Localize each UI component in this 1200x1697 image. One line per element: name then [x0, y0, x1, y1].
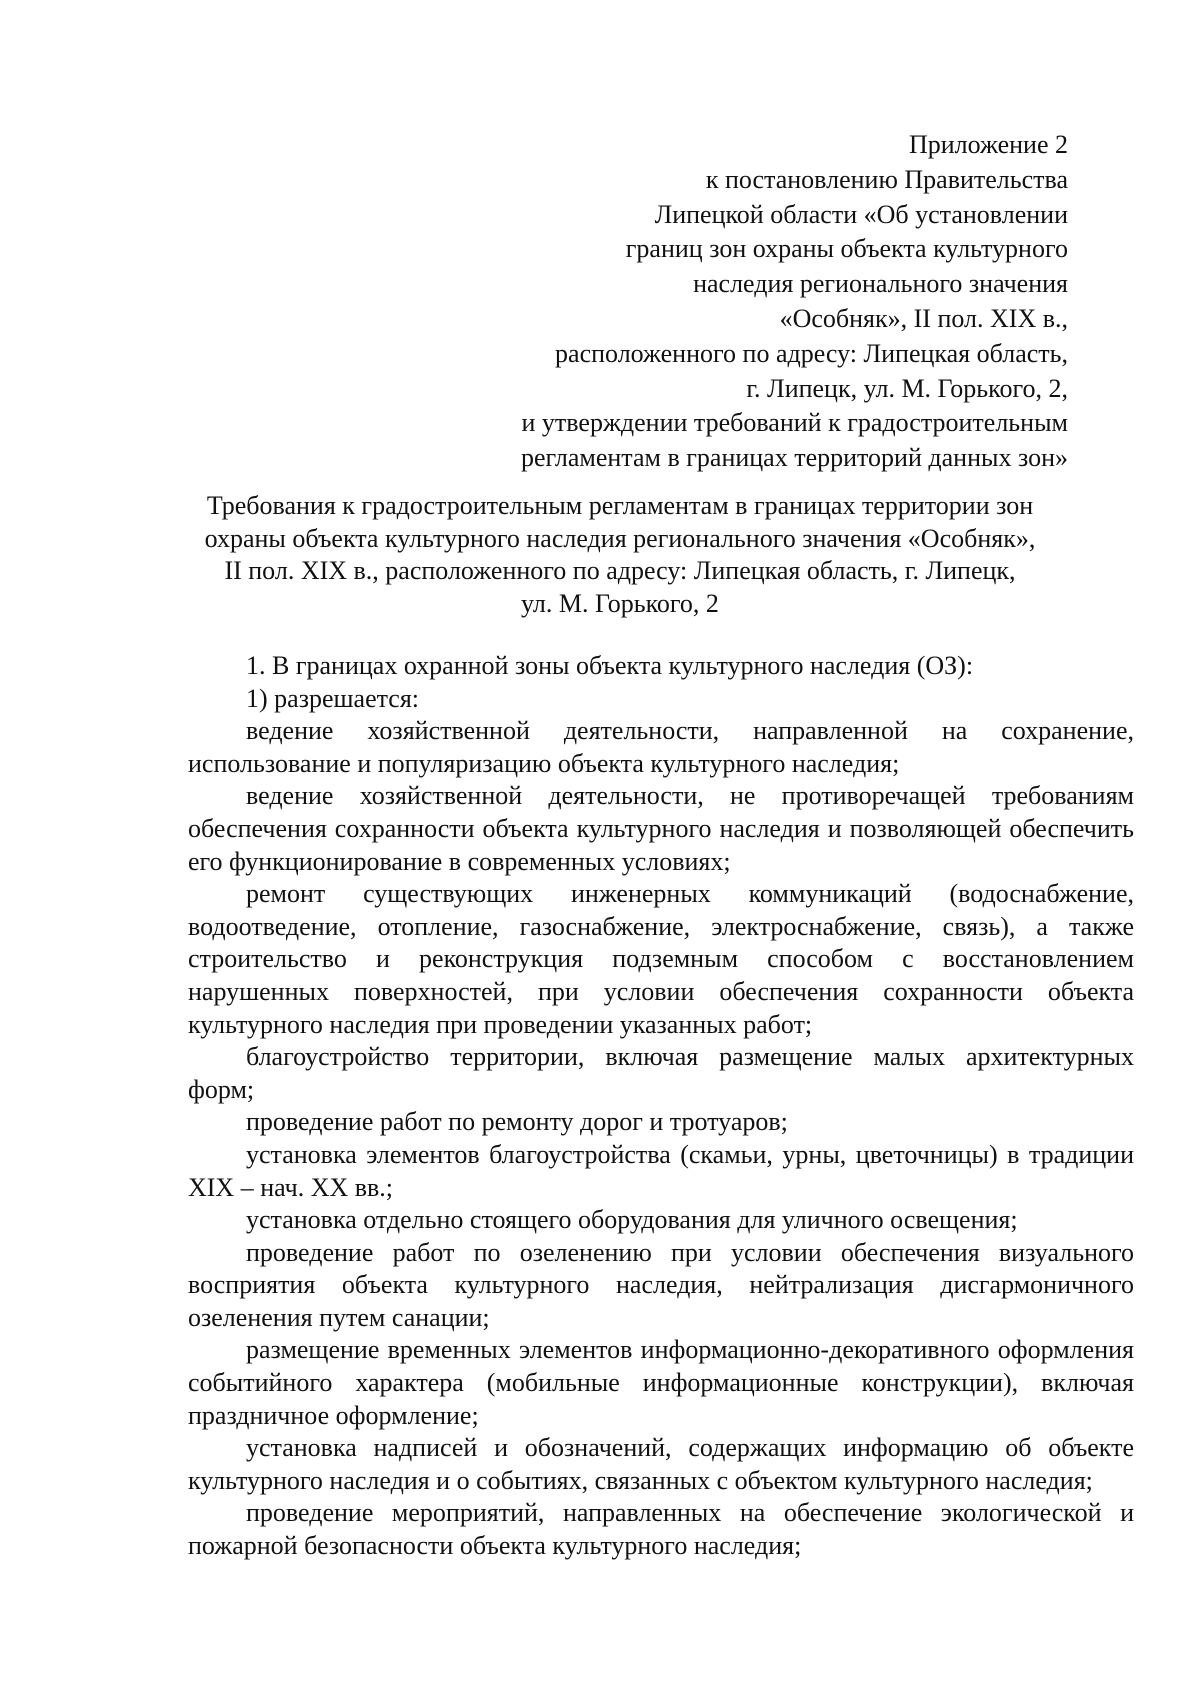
document-body	[188, 650, 1134, 1563]
body-paragraph: установка надписей и обозначений, содержащих информацию об объекте культурного наследия и о событиях, связанных с объектом культурного наследия;	[188, 1433, 1134, 1495]
appendix-line: «Особняк», II пол. XIX в.,	[779, 303, 1068, 333]
appendix-header	[428, 128, 1068, 476]
appendix-line: границ зон охраны объекта культурного	[625, 234, 1068, 264]
appendix-line: Липецкой области «Об установлении	[654, 199, 1068, 229]
body-paragraph: проведение мероприятий, направленных на обеспечение экологической и пожарной безопасности объекта культурного наследия;	[188, 1498, 1134, 1561]
title-line: ул. М. Горького, 2	[521, 588, 719, 618]
body-paragraph: проведение работ по озеленению при условии обеспечения визуального восприятия объекта культурного наследия, нейтрализация дисгармоничного озеленения путем санации;	[188, 1237, 1134, 1332]
appendix-line: наследия регионального значения	[693, 269, 1068, 299]
body-paragraph: 1) разрешается:	[246, 683, 420, 713]
body-paragraph: установка элементов благоустройства (скамьи, урны, цветочницы) в традиции XIX – нач. XX вв.;	[188, 1139, 1134, 1202]
body-paragraph: ведение хозяйственной деятельности, не противоречащей требованиям обеспечения сохранности объекта культурного наследия и позволяющей обеспечить его функционирование в современных условиях;	[188, 781, 1134, 876]
body-paragraph: установка отдельно стоящего оборудования для уличного освещения;	[246, 1205, 1018, 1235]
title-line: II пол. XIX в., расположенного по адресу: Липецкая область, г. Липецк,	[224, 556, 1016, 585]
appendix-line: г. Липецк, ул. М. Горького, 2,	[746, 373, 1068, 403]
title-line: Требования к градостроительным регламентам в границах территории зон	[206, 491, 1034, 520]
appendix-line: к постановлению Правительства	[705, 164, 1068, 194]
body-paragraph: проведение работ по ремонту дорог и тротуаров;	[246, 1107, 788, 1137]
appendix-line: Приложение 2	[908, 130, 1068, 159]
title-line: охраны объекта культурного наследия регионального значения «Особняк»,	[204, 523, 1036, 553]
document-title	[150, 490, 1090, 620]
body-paragraph: ремонт существующих инженерных коммуникаций (водоснабжение, водоотведение, отопление, газоснабжение, электроснабжение, связь), а также строительство и реконструкция подземным способом с восстановлением нарушенных поверхностей, при условии обеспечения сохранности объекта культурного наследия при проведении указанных работ;	[188, 879, 1134, 1039]
body-paragraph: ведение хозяйственной деятельности, направленной на сохранение, использование и популяризацию объекта культурного наследия;	[188, 716, 1134, 778]
body-paragraph: размещение временных элементов информационно-декоративного оформления событийного характера (мобильные информационные конструкции), включая праздничное оформление;	[188, 1335, 1134, 1430]
body-paragraph: благоустройство территории, включая размещение малых архитектурных форм;	[188, 1042, 1134, 1104]
appendix-line: расположенного по адресу: Липецкая область,	[555, 338, 1068, 368]
body-paragraph: 1. В границах охранной зоны объекта культурного наследия (ОЗ):	[246, 651, 974, 680]
appendix-line: и утверждении требований к градостроительным	[521, 408, 1068, 438]
appendix-line: регламентам в границах территорий данных зон»	[520, 443, 1068, 473]
